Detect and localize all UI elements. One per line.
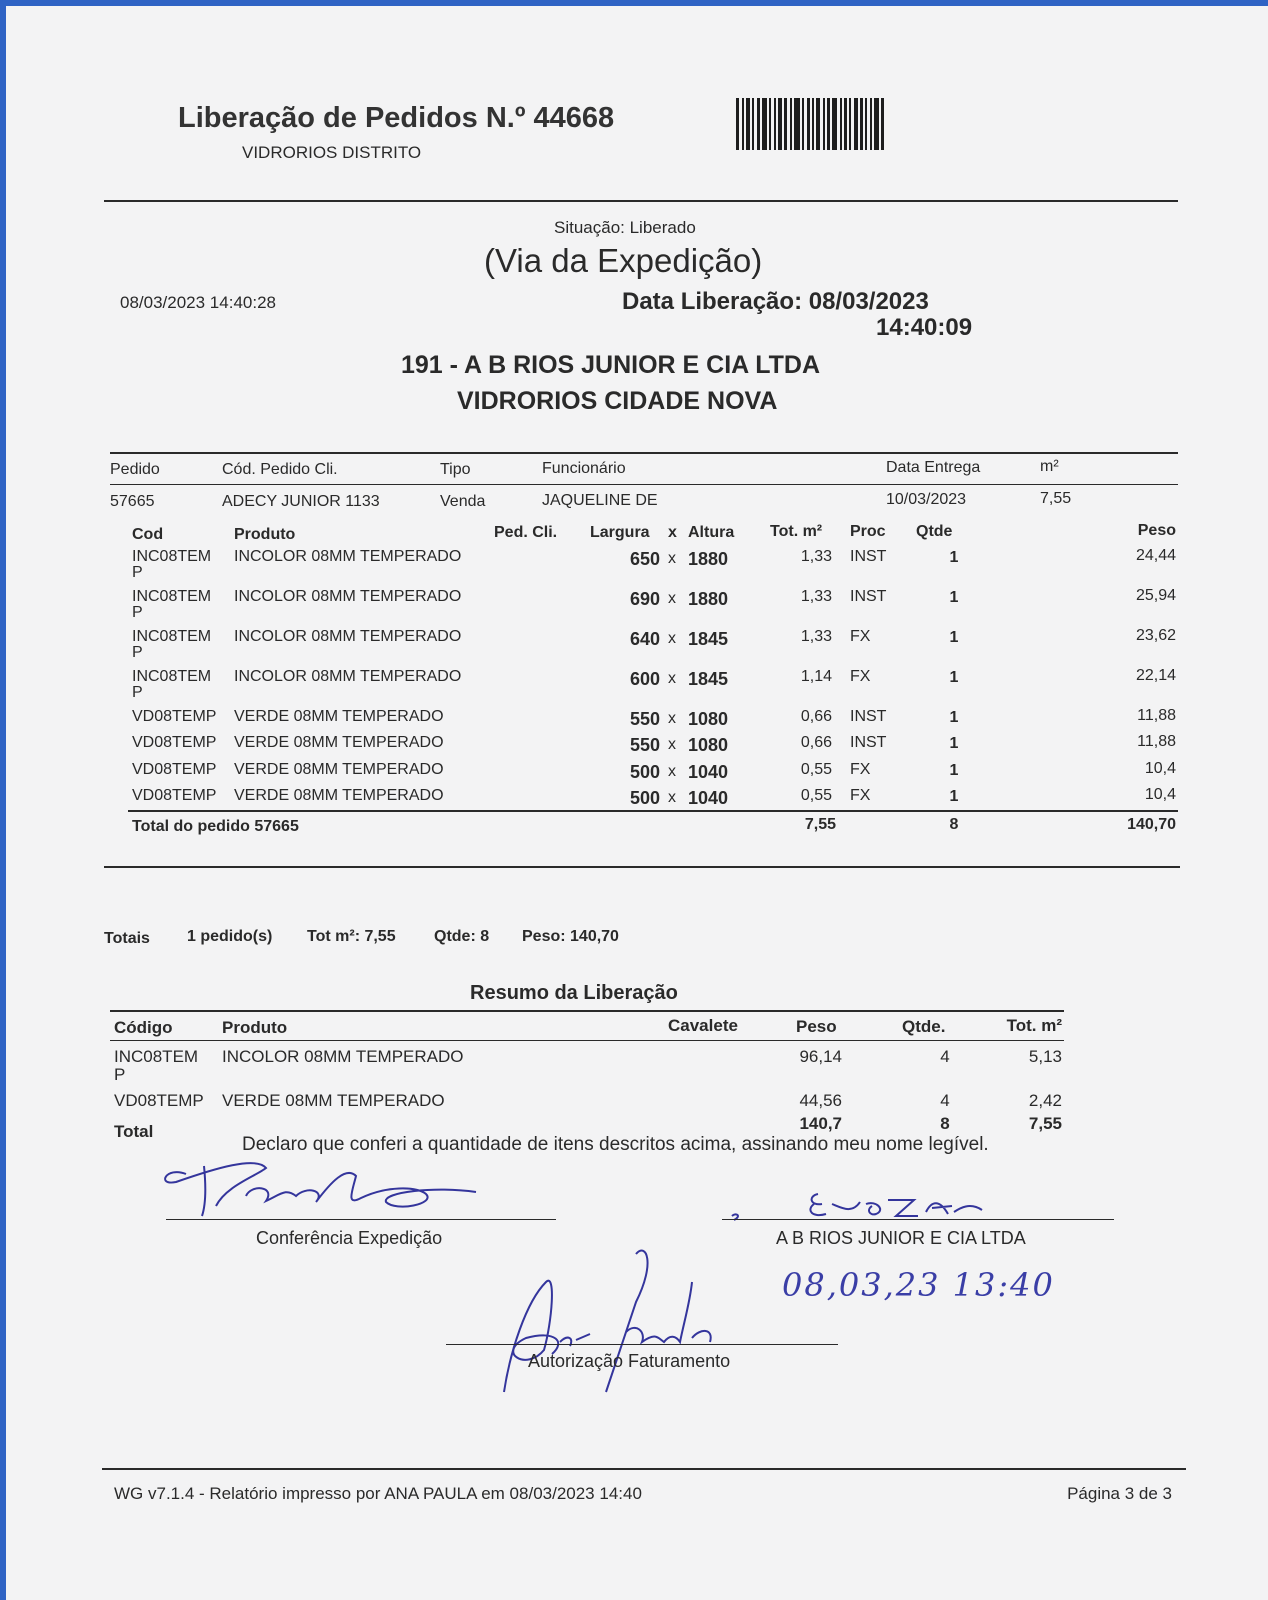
document-page	[6, 6, 1268, 1600]
item-cod: VD08TEMP	[132, 708, 217, 725]
totais-qtde: Qtde: 8	[434, 928, 490, 945]
col-data-entrega: Data Entrega	[886, 459, 981, 476]
resumo-total-peso: 140,7	[799, 1114, 842, 1133]
item-qtde: 1	[949, 735, 959, 752]
divider	[110, 1040, 1064, 1041]
item-peso: 10,4	[1144, 760, 1176, 777]
item-cod-cont: P	[132, 684, 143, 701]
item-x: x	[668, 763, 676, 780]
item-tot-m2: 0,66	[800, 734, 832, 751]
item-largura: 640	[629, 629, 660, 649]
item-altura: 1880	[688, 549, 729, 569]
item-cod: VD08TEMP	[132, 787, 217, 804]
th-tot-m2: Tot. m²	[770, 523, 823, 540]
item-x: x	[668, 736, 676, 753]
divider	[110, 1010, 1064, 1012]
item-largura: 600	[629, 669, 660, 689]
total-pedido-qtde: 8	[949, 816, 959, 833]
item-qtde: 1	[949, 762, 959, 779]
col-pedido: Pedido	[110, 461, 160, 478]
item-cod-cont: P	[132, 644, 143, 661]
item-peso: 25,94	[1135, 587, 1176, 604]
item-qtde: 1	[949, 589, 959, 606]
barcode-bar	[860, 98, 863, 150]
client-branch: VIDRORIOS CIDADE NOVA	[457, 387, 778, 415]
item-cod: INC08TEM	[132, 588, 212, 605]
barcode-bar	[870, 98, 872, 150]
item-peso: 10,4	[1144, 786, 1176, 803]
item-largura: 550	[629, 735, 660, 755]
item-qtde: 1	[949, 709, 959, 726]
resumo-qtde: 4	[940, 1047, 950, 1066]
barcode-bar	[746, 98, 750, 150]
item-x: x	[668, 710, 676, 727]
item-largura: 690	[629, 589, 660, 609]
item-cod-cont: P	[132, 604, 143, 621]
totais-peso: Peso: 140,70	[522, 928, 619, 945]
signature-autorizacao-icon	[486, 1242, 746, 1402]
item-qtde: 1	[949, 629, 959, 646]
item-tot-m2: 1,33	[800, 628, 832, 645]
item-largura: 500	[629, 788, 660, 808]
resumo-total-m2: 7,55	[1028, 1114, 1062, 1133]
item-x: x	[668, 630, 676, 647]
order-cod-pedido-cli: ADECY JUNIOR 1133	[222, 493, 380, 510]
item-tot-m2: 1,14	[800, 668, 832, 685]
barcode-bar	[784, 98, 787, 150]
item-altura: 1880	[688, 589, 729, 609]
barcode-bar	[849, 98, 851, 150]
item-altura: 1040	[688, 762, 729, 782]
resumo-total-label: Total	[114, 1122, 154, 1141]
item-proc: INST	[850, 548, 887, 565]
rh-qtde: Qtde.	[902, 1017, 946, 1036]
resumo-total-qtde: 8	[940, 1114, 950, 1133]
item-altura: 1040	[688, 788, 729, 808]
barcode-bar	[736, 98, 739, 150]
item-x: x	[668, 670, 676, 687]
item-produto: INCOLOR 08MM TEMPERADO	[234, 548, 462, 565]
item-produto: INCOLOR 08MM TEMPERADO	[234, 628, 462, 645]
item-peso: 11,88	[1137, 707, 1176, 724]
th-ped-cli: Ped. Cli.	[494, 524, 558, 541]
footer-page-number: Página 3 de 3	[1067, 1484, 1172, 1503]
total-pedido-m2: 7,55	[804, 816, 836, 833]
resumo-tot-m2: 5,13	[1028, 1047, 1062, 1066]
item-produto: VERDE 08MM TEMPERADO	[234, 734, 444, 751]
resumo-codigo: VD08TEMP	[114, 1091, 204, 1110]
barcode-bar	[840, 98, 842, 150]
barcode-bar	[752, 98, 754, 150]
item-proc: FX	[850, 628, 871, 645]
item-produto: INCOLOR 08MM TEMPERADO	[234, 588, 462, 605]
item-x: x	[668, 550, 676, 567]
situacao-label: Situação: Liberado	[554, 218, 696, 237]
barcode-bar	[881, 98, 884, 150]
total-pedido-peso: 140,70	[1127, 816, 1176, 833]
th-proc: Proc	[850, 523, 886, 540]
col-funcionario: Funcionário	[542, 460, 626, 477]
barcode-bar	[865, 98, 867, 150]
rh-tot-m2: Tot. m²	[1006, 1016, 1062, 1035]
resumo-title: Resumo da Liberação	[470, 982, 678, 1004]
order-funcionario: JAQUELINE DE	[542, 492, 658, 509]
item-tot-m2: 0,66	[800, 708, 832, 725]
rh-peso: Peso	[796, 1017, 837, 1036]
client-name: 191 - A B RIOS JUNIOR E CIA LTDA	[401, 351, 821, 379]
th-cod: Cod	[132, 526, 164, 543]
declaration-text: Declaro que conferi a quantidade de itens descritos acima, assinando meu nome legível.	[242, 1134, 989, 1155]
footer-printed-by: WG v7.1.4 - Relatório impresso por ANA PAULA em 08/03/2023 14:40	[114, 1484, 642, 1503]
print-datetime: 08/03/2023 14:40:28	[120, 293, 276, 312]
item-proc: INST	[850, 708, 887, 725]
item-proc: FX	[850, 668, 871, 685]
conferencia-label: Conferência Expedição	[256, 1228, 443, 1248]
item-cod: INC08TEM	[132, 628, 212, 645]
barcode-bar	[742, 98, 744, 150]
item-largura: 550	[629, 709, 660, 729]
resumo-codigo-cont: P	[114, 1065, 126, 1084]
order-tipo: Venda	[440, 493, 486, 510]
rh-codigo: Código	[114, 1018, 173, 1037]
item-altura: 1080	[688, 735, 729, 755]
divider	[102, 1468, 1186, 1470]
item-cod-cont: P	[132, 564, 143, 581]
totais-m2: Tot m²: 7,55	[307, 928, 396, 945]
data-liberacao-time: 14:40:09	[876, 314, 973, 341]
barcode-bar	[812, 98, 814, 150]
divider	[104, 200, 1178, 202]
resumo-produto: INCOLOR 08MM TEMPERADO	[222, 1047, 464, 1066]
order-data-entrega: 10/03/2023	[886, 491, 967, 508]
item-produto: VERDE 08MM TEMPERADO	[234, 787, 444, 804]
autorizacao-label: Autorização Faturamento	[528, 1351, 731, 1371]
divider	[104, 866, 1180, 868]
via-label: (Via da Expedição)	[484, 242, 763, 279]
totais-pedidos: 1 pedido(s)	[187, 928, 273, 945]
signature-line	[166, 1219, 556, 1220]
divider	[110, 452, 1178, 454]
order-pedido: 57665	[110, 493, 155, 510]
barcode-bar	[769, 98, 771, 150]
barcode-bar	[807, 98, 810, 150]
order-m2: 7,55	[1040, 490, 1072, 507]
company-name: VIDRORIOS DISTRITO	[242, 143, 422, 162]
item-qtde: 1	[949, 669, 959, 686]
th-largura: Largura	[590, 524, 650, 541]
resumo-produto: VERDE 08MM TEMPERADO	[222, 1091, 445, 1110]
item-cod: VD08TEMP	[132, 734, 217, 751]
signature-line	[446, 1344, 838, 1345]
barcode-bar	[832, 98, 837, 150]
item-peso: 11,88	[1137, 733, 1176, 750]
divider	[128, 810, 1178, 812]
item-proc: FX	[850, 761, 871, 778]
col-cod-pedido-cli: Cód. Pedido Cli.	[222, 461, 338, 478]
client-signature-label: A B RIOS JUNIOR E CIA LTDA	[776, 1228, 1026, 1248]
item-altura: 1080	[688, 709, 729, 729]
col-tipo: Tipo	[440, 461, 471, 478]
document-title: Liberação de Pedidos N.º 44668	[178, 102, 615, 134]
total-pedido-label: Total do pedido 57665	[132, 818, 299, 835]
totais-label: Totais	[104, 930, 150, 947]
item-qtde: 1	[949, 788, 959, 805]
item-altura: 1845	[688, 669, 729, 689]
rh-produto: Produto	[222, 1018, 288, 1037]
handwritten-date: 08,03,23 13:40	[782, 1266, 1055, 1304]
item-peso: 22,14	[1135, 667, 1176, 684]
barcode-bar	[827, 98, 830, 150]
item-cod: VD08TEMP	[132, 761, 217, 778]
barcode-bar	[802, 98, 804, 150]
item-tot-m2: 0,55	[800, 787, 832, 804]
signature-conferencia-icon	[156, 1146, 496, 1226]
th-peso: Peso	[1137, 522, 1176, 539]
item-produto: INCOLOR 08MM TEMPERADO	[234, 668, 462, 685]
item-cod: INC08TEM	[132, 548, 212, 565]
divider	[110, 484, 1178, 485]
item-largura: 650	[629, 549, 660, 569]
item-produto: VERDE 08MM TEMPERADO	[234, 708, 444, 725]
item-produto: VERDE 08MM TEMPERADO	[234, 761, 444, 778]
barcode-bar	[778, 98, 782, 150]
resumo-peso: 96,14	[799, 1047, 842, 1066]
resumo-codigo: INC08TEM	[114, 1047, 199, 1066]
barcode-bar	[757, 98, 760, 150]
barcode-bar	[854, 98, 858, 150]
th-x: x	[668, 524, 677, 541]
barcode-bar	[794, 98, 800, 150]
item-proc: FX	[850, 787, 871, 804]
th-qtde: Qtde	[916, 523, 953, 540]
th-produto: Produto	[234, 526, 296, 543]
item-tot-m2: 1,33	[800, 548, 832, 565]
rh-cavalete: Cavalete	[668, 1016, 738, 1035]
item-tot-m2: 1,33	[800, 588, 832, 605]
item-x: x	[668, 590, 676, 607]
signature-line	[722, 1219, 1114, 1220]
item-peso: 24,44	[1135, 547, 1176, 564]
barcode-bar	[774, 98, 776, 150]
barcode-bar	[762, 98, 767, 150]
barcode-bar	[816, 98, 820, 150]
barcode-bar	[823, 98, 825, 150]
barcode-bar	[790, 98, 792, 150]
th-altura: Altura	[688, 524, 735, 541]
item-cod: INC08TEM	[132, 668, 212, 685]
barcode-bar	[874, 98, 879, 150]
item-altura: 1845	[688, 629, 729, 649]
item-largura: 500	[629, 762, 660, 782]
item-qtde: 1	[949, 549, 959, 566]
resumo-qtde: 4	[940, 1091, 950, 1110]
resumo-peso: 44,56	[799, 1091, 842, 1110]
data-liberacao: Data Liberação: 08/03/2023	[622, 288, 929, 315]
barcode-bar	[844, 98, 847, 150]
item-x: x	[668, 789, 676, 806]
item-proc: INST	[850, 734, 887, 751]
resumo-tot-m2: 2,42	[1028, 1091, 1062, 1110]
col-m2: m²	[1040, 458, 1059, 475]
item-proc: INST	[850, 588, 887, 605]
item-tot-m2: 0,55	[800, 761, 832, 778]
item-peso: 23,62	[1135, 627, 1176, 644]
